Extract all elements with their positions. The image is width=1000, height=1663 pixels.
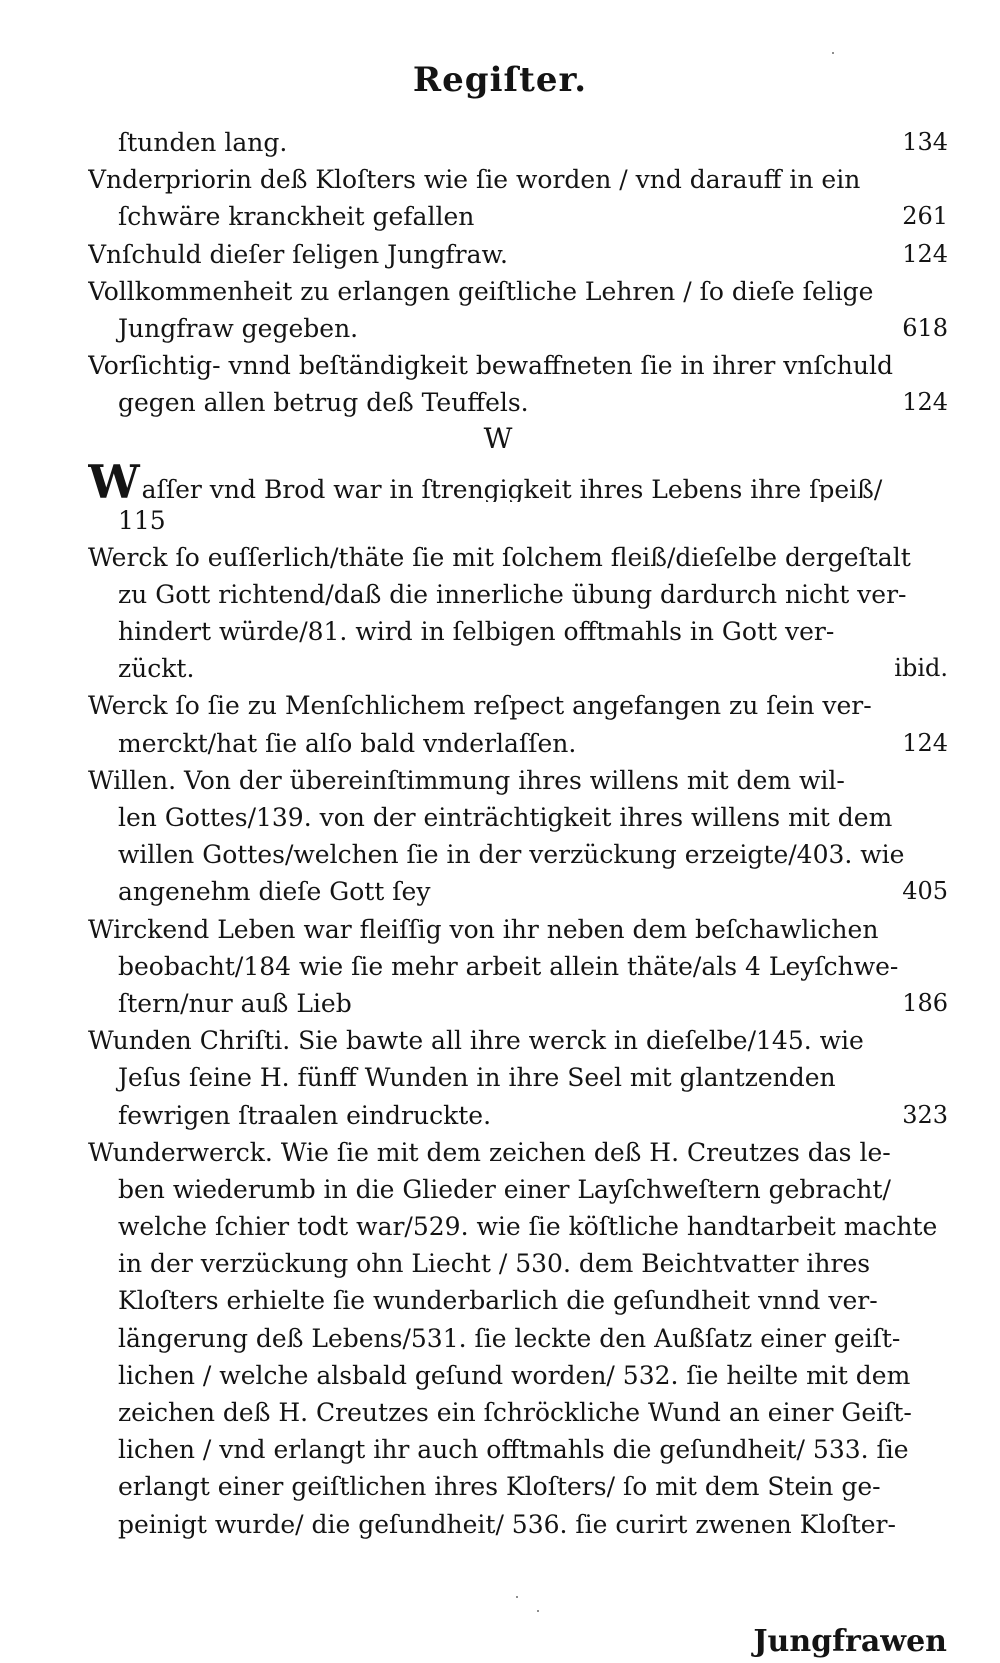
entry-continuation-line bbox=[88, 1320, 948, 1357]
paper-speck bbox=[832, 52, 834, 54]
entry-text: Werck ſo ſie zu Menſchlichem reſpect angefangen zu ſein ver- bbox=[88, 691, 872, 721]
entry-continuation-line bbox=[88, 310, 948, 347]
entry-continuation-line bbox=[88, 198, 948, 235]
entry-line bbox=[88, 687, 948, 724]
page-reference: 124 bbox=[902, 239, 948, 268]
entry-text: welche ſchier todt war/529. wie ſie köſtliche handtarbeit machte bbox=[118, 1212, 938, 1242]
entry-text: ſtunden lang. bbox=[118, 128, 288, 157]
entry-continuation-line bbox=[88, 384, 948, 421]
page-reference: 134 bbox=[902, 128, 948, 156]
entry-continuation-line bbox=[88, 1506, 948, 1543]
paper-speck bbox=[537, 1610, 539, 1612]
entry-continuation-line bbox=[88, 502, 948, 539]
page-reference: 323 bbox=[902, 1100, 948, 1129]
entry-line bbox=[88, 911, 948, 948]
entry-line bbox=[88, 762, 948, 799]
entry-text: lichen / vnd erlangt ihr auch offtmahls die geſundheit/ 533. ſie bbox=[118, 1435, 909, 1465]
entry-continuation-line bbox=[88, 1394, 948, 1431]
entry-text: Vnderpriorin deß Kloſters wie ſie worden / vnd darauff in ein bbox=[88, 165, 861, 195]
entry-continuation-line bbox=[88, 1468, 948, 1505]
entry-text: merckt/hat ſie alſo bald vnderlaſſen. bbox=[118, 728, 577, 758]
entry-continuation-line bbox=[88, 124, 948, 161]
entry-text: lichen / welche alsbald geſund worden/ 532. ſie heilte mit dem bbox=[118, 1360, 911, 1390]
entry-text: peinigt wurde/ die geſundheit/ 536. ſie curirt zwenen Kloſter- bbox=[118, 1509, 896, 1539]
entry-continuation-line bbox=[88, 836, 948, 873]
entry-continuation-line bbox=[88, 1208, 948, 1245]
entry-text: ſtern/nur auß Lieb bbox=[118, 988, 352, 1018]
entry-text: angenehm dieſe Gott ſey bbox=[118, 877, 431, 907]
page-reference: 261 bbox=[902, 202, 948, 231]
register-entries bbox=[88, 124, 948, 1543]
entry-text: fewrigen ſtraalen eindruckte. bbox=[118, 1100, 492, 1130]
decorated-initial: W bbox=[88, 455, 140, 502]
entry-line bbox=[88, 539, 948, 576]
entry-continuation-line bbox=[88, 1357, 948, 1394]
entry-text: zu Gott richtend/daß die innerliche übung dardurch nicht ver- bbox=[118, 579, 907, 609]
page-reference: 124 bbox=[902, 388, 948, 417]
entry-text: len Gottes/139. von der einträchtigkeit ihres willens mit dem bbox=[118, 803, 893, 832]
entry-text: Willen. Von der übereinſtimmung ihres willens mit dem wil- bbox=[88, 765, 845, 795]
entry-text: zückt. bbox=[118, 654, 195, 684]
entry-text: Wunden Chriſti. Sie bawte all ihre werck in dieſelbe/145. wie bbox=[88, 1026, 864, 1056]
entry-line bbox=[88, 347, 948, 384]
entry-continuation-line bbox=[88, 725, 948, 762]
entry-text: Wunderwerck. Wie ſie mit dem zeichen deß H. Creutzes das le- bbox=[88, 1137, 891, 1167]
entry-line bbox=[88, 236, 948, 273]
entry-text: Kloſters erhielte ſie wunderbarlich die geſundheit vnnd ver- bbox=[118, 1286, 878, 1316]
entry-text-rest: aſſer vnd Brod war in ſtrengigkeit ihres Lebens ihre ſpeiß/ bbox=[141, 474, 883, 502]
entry-line bbox=[88, 273, 948, 310]
entry-line bbox=[88, 456, 948, 502]
entry-text: Jungfraw gegeben. bbox=[118, 313, 359, 343]
entry-text: in der verzückung ohn Liecht / 530. dem Beichtvatter ihres bbox=[118, 1249, 871, 1279]
page-reference: 124 bbox=[902, 728, 948, 757]
page-reference: 405 bbox=[902, 877, 948, 906]
entry-text: hindert würde/81. wird in ſelbigen offtmahls in Gott ver- bbox=[118, 617, 835, 647]
entry-continuation-line bbox=[88, 799, 948, 836]
entry-text: zeichen deß H. Creutzes ein ſchröckliche Wund an einer Geiſt- bbox=[118, 1398, 912, 1427]
entry-continuation-line bbox=[88, 1282, 948, 1319]
entry-continuation-line bbox=[88, 650, 948, 687]
entry-text: 115 bbox=[118, 505, 166, 535]
page-title: Regiſter. bbox=[412, 60, 588, 100]
entry-line bbox=[88, 161, 948, 198]
entry-continuation-line bbox=[88, 1431, 948, 1468]
entry-text: Vorſichtig- vnnd beſtändigkeit bewaffneten ſie in ihrer vnſchuld bbox=[88, 351, 893, 381]
entry-text: ſchwäre kranckheit gefallen bbox=[118, 202, 475, 232]
page-reference: 618 bbox=[902, 313, 948, 342]
entry-continuation-line bbox=[88, 576, 948, 613]
entry-text: beobacht/184 wie ſie mehr arbeit allein thäte/als 4 Leyſchwe- bbox=[118, 951, 899, 981]
entry-text: Vollkommenheit zu erlangen geiſtliche Lehren / ſo dieſe ſelige bbox=[88, 276, 874, 306]
entry-text: längerung deß Lebens/531. ſie leckte den Außſatz einer geiſt- bbox=[118, 1323, 901, 1353]
entry-continuation-line bbox=[88, 873, 948, 910]
entry-text: W bbox=[483, 421, 513, 455]
entry-text: Jeſus ſeine H. fünff Wunden in ihre Seel mit glantzenden bbox=[118, 1063, 836, 1093]
entry-continuation-line bbox=[88, 985, 948, 1022]
entry-continuation-line bbox=[88, 1059, 948, 1096]
section-letter bbox=[88, 422, 948, 456]
entry-text: willen Gottes/welchen ſie in der verzückung erzeigte/403. wie bbox=[118, 840, 905, 870]
catchword: Jungfrawen bbox=[753, 1624, 947, 1659]
entry-line bbox=[88, 1022, 948, 1059]
page-reference: 186 bbox=[902, 988, 948, 1017]
entry-continuation-line bbox=[88, 613, 948, 650]
paper-speck bbox=[516, 1596, 518, 1598]
entry-text: Wirckend Leben war fleiſſig von ihr neben dem beſchawlichen bbox=[88, 914, 879, 944]
entry-text: erlangt einer geiſtlichen ihres Kloſters/ ſo mit dem Stein ge- bbox=[118, 1472, 881, 1502]
entry-continuation-line bbox=[88, 1245, 948, 1282]
entry-continuation-line bbox=[88, 948, 948, 985]
page-reference: ibid. bbox=[894, 654, 948, 683]
entry-text: Werck ſo euſſerlich/thäte ſie mit ſolchem fleiß/dieſelbe dergeſtalt bbox=[88, 542, 911, 572]
entry-text bbox=[88, 455, 883, 502]
entry-text: Vnſchuld dieſer ſeligen Jungfraw. bbox=[88, 239, 508, 269]
entry-continuation-line bbox=[88, 1171, 948, 1208]
entry-text: gegen allen betrug deß Teuffels. bbox=[118, 388, 529, 418]
entry-continuation-line bbox=[88, 1097, 948, 1134]
entry-text: ben wiederumb in die Glieder einer Layſchweſtern gebracht/ bbox=[118, 1174, 891, 1204]
entry-line bbox=[88, 1134, 948, 1171]
